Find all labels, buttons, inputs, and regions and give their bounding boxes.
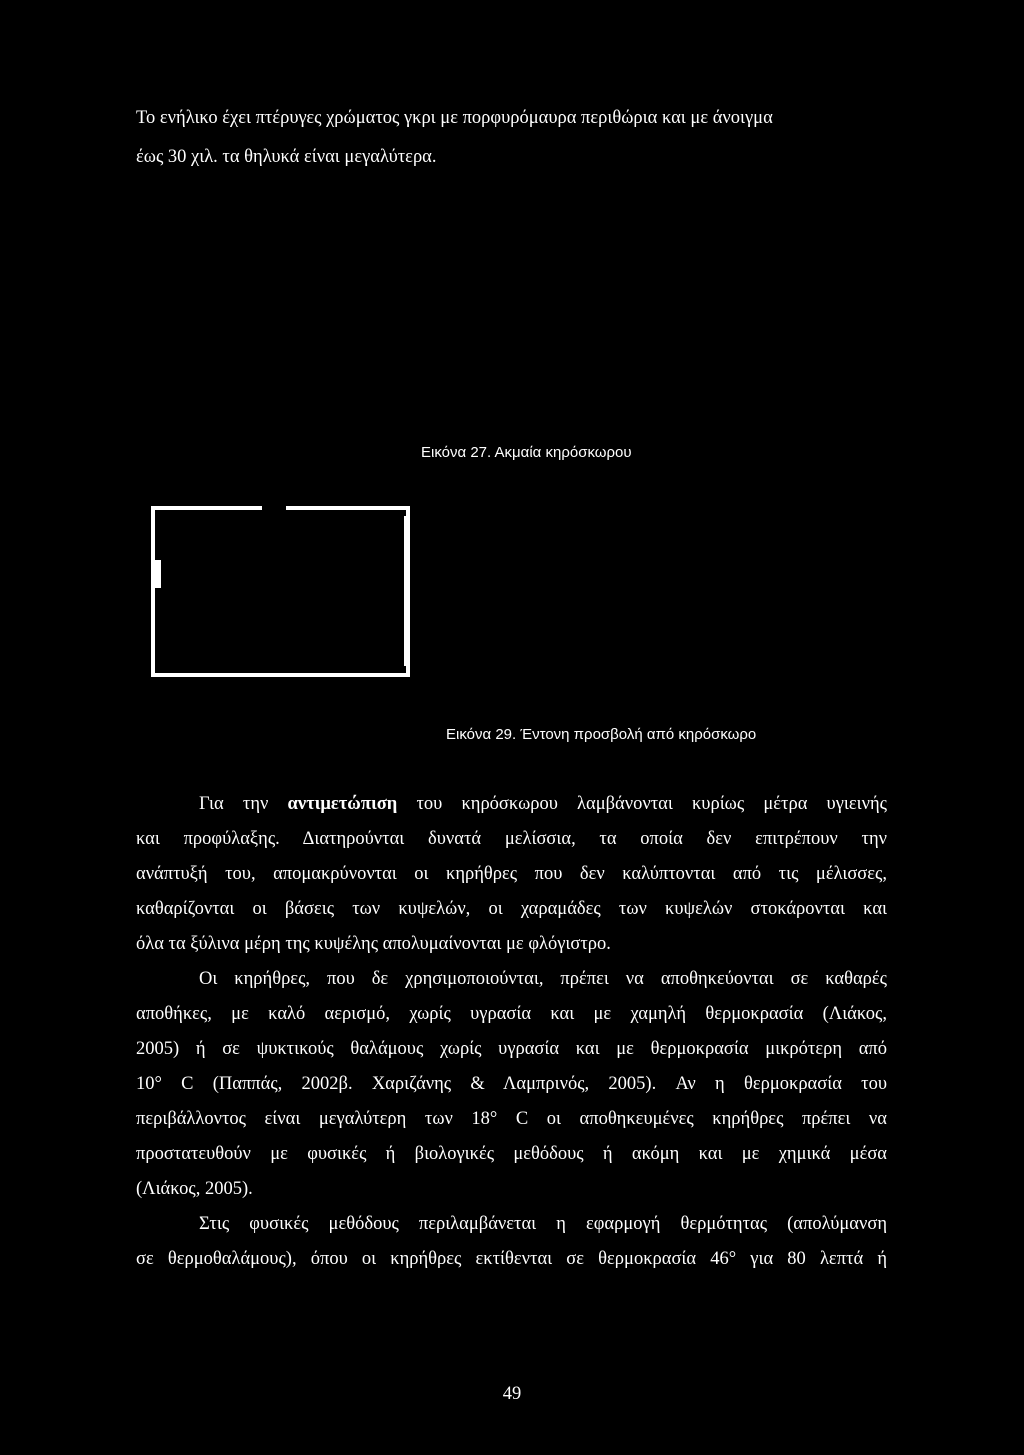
para2-line-5: περιβάλλοντος είναι μεγαλύτερη των 18° C οι αποθηκευμένες κηρήθρες πρέπει να — [136, 1109, 887, 1129]
para1-line-2: και προφύλαξης. Διατηρούνται δυνατά μελίσσια, τα οποία δεν επιτρέπουν την — [136, 829, 887, 849]
para2-line-6: προστατευθούν με φυσικές ή βιολογικές μεθόδους ή ακόμη και με χημικά μέσα — [136, 1144, 887, 1164]
intro-line-2: έως 30 χιλ. τα θηλυκά είναι μεγαλύτερα. — [136, 147, 437, 167]
para1-line-1: Για την αντιμετώπιση του κηρόσκωρου λαμβάνονται κυρίως μέτρα υγιεινής — [199, 794, 887, 814]
para1-line-4: καθαρίζονται οι βάσεις των κυψελών, οι χαραμάδες των κυψελών στοκάρονται και — [136, 899, 887, 919]
figure-27-caption: Εικόνα 27. Ακμαία κηρόσκωρου — [421, 444, 632, 461]
para2-line-2: αποθήκες, με καλό αερισμό, χωρίς υγρασία και με χαμηλή θερμοκρασία (Λιάκος, — [136, 1004, 887, 1024]
para2-line-1: Οι κηρήθρες, που δε χρησιμοποιούνται, πρέπει να αποθηκεύονται σε καθαρές — [199, 969, 887, 989]
para1-line-3: ανάπτυξή του, απομακρύνονται οι κηρήθρες που δεν καλύπτονται από τις μέλισσες, — [136, 864, 887, 884]
page-number: 49 — [502, 1384, 522, 1404]
para2-line-3: 2005) ή σε ψυκτικούς θαλάμους χωρίς υγρασία και με θερμοκρασία μικρότερη από — [136, 1039, 887, 1059]
para2-line-7: (Λιάκος, 2005). — [136, 1179, 253, 1199]
para1-line-5: όλα τα ξύλινα μέρη της κυψέλης απολυμαίνονται με φλόγιστρο. — [136, 934, 611, 954]
figure-29-caption: Εικόνα 29. Έντονη προσβολή από κηρόσκωρο — [446, 726, 757, 743]
emphasis-treatment: αντιμετώπιση — [287, 794, 398, 814]
intro-line-1: Το ενήλικο έχει πτέρυγες χρώματος γκρι με πορφυρόμαυρα περιθώρια και με άνοιγμα — [136, 108, 773, 128]
para3-line-2: σε θερμοθαλάμους), όπου οι κηρήθρες εκτίθενται σε θερμοκρασία 46° για 80 λεπτά ή — [136, 1249, 887, 1269]
para2-line-4: 10° C (Παππάς, 2002β. Χαριζάνης & Λαμπρινός, 2005). Αν η θερμοκρασία του — [136, 1074, 887, 1094]
para3-line-1: Στις φυσικές μεθόδους περιλαμβάνεται η εφαρμογή θερμότητας (απολύμανση — [199, 1214, 887, 1234]
